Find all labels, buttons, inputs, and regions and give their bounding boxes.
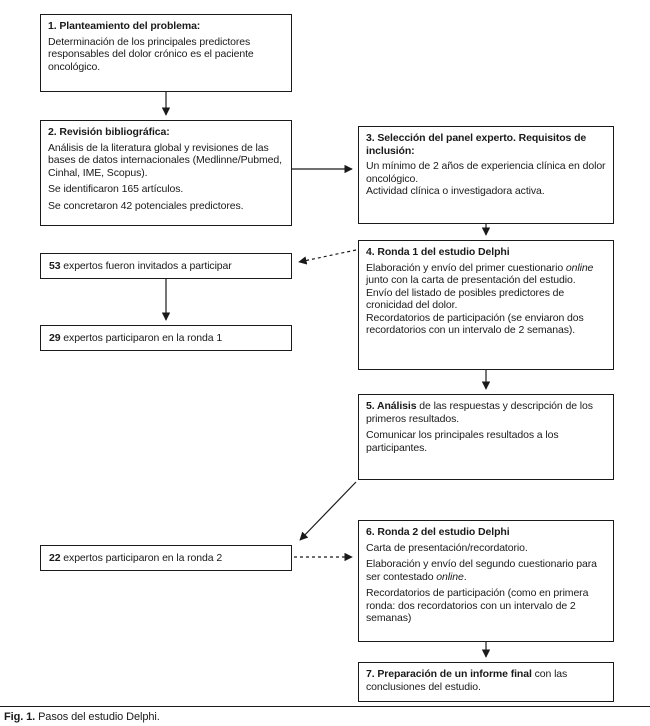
step-4-title: 4. Ronda 1 del estudio Delphi xyxy=(366,246,510,258)
step-1-box xyxy=(40,14,292,92)
step-6-paragraph-1: Carta de presentación/recordatorio. xyxy=(366,541,528,554)
step-5-paragraph-2: Comunicar los principales resultados a los participantes. xyxy=(366,429,559,454)
step-2-title: 2. Revisión bibliográfica: xyxy=(48,126,170,138)
step-1-body: Determinación de los principales predictores responsables del dolor crónico es el paciente oncológico. xyxy=(48,35,254,73)
step-7-text: 7. Preparación de un informe final con las conclusiones del estudio. xyxy=(366,668,568,693)
arrow-step5-experts22 xyxy=(300,482,356,540)
experts-22-box xyxy=(40,545,292,571)
step-2-paragraph-1: Análisis de la literatura global y revisiones de las bases de datos internacionales (Medlinne/Pubmed, Cinhal, IME, Scopus). xyxy=(48,141,282,179)
step-2-paragraph-3: Se concretaron 42 potenciales predictores. xyxy=(48,199,244,212)
experts-53-box xyxy=(40,253,292,279)
step-4-paragraph-1: Elaboración y envío del primer cuestionario online junto con la carta de presentación del estudio. xyxy=(366,261,594,286)
step-5-box xyxy=(358,394,614,480)
step-7-box xyxy=(358,662,614,702)
arrow-step4-experts53-dashed xyxy=(299,250,356,262)
step-1-title: 1. Planteamiento del problema: xyxy=(48,20,201,32)
step-2-paragraph-2: Se identificaron 165 artículos. xyxy=(48,183,184,195)
caption-divider xyxy=(0,706,650,707)
caption-label: Fig. 1. xyxy=(4,711,36,723)
experts-22-text: 22 expertos participaron en la ronda 2 xyxy=(49,551,223,564)
step-3-title: 3. Selección del panel experto. Requisitos de inclusión: xyxy=(366,132,587,157)
step-6-paragraph-2: Elaboración y envío del segundo cuestionario para ser contestado online. xyxy=(366,558,597,583)
step-6-box xyxy=(358,520,614,642)
experts-29-text: 29 expertos participaron en la ronda 1 xyxy=(49,331,223,344)
figure-caption xyxy=(4,711,160,723)
caption-text: Pasos del estudio Delphi. xyxy=(38,711,160,723)
step-4-paragraph-3: Recordatorios de participación (se enviaron dos recordatorios con un intervalo de 2 semanas). xyxy=(366,311,584,336)
experts-29-box xyxy=(40,325,292,351)
experts-53-text: 53 expertos fueron invitados a participar xyxy=(49,259,232,272)
step-5-paragraph-1: 5. Análisis de las respuestas y descripción de los primeros resultados. xyxy=(366,400,593,425)
step-6-paragraph-3: Recordatorios de participación (como en primera ronda: dos recordatorios con un intervalo de 2 semanas) xyxy=(366,587,589,624)
step-2-box xyxy=(40,120,292,226)
step-4-paragraph-2: Envío del listado de posibles predictores de cronicidad del dolor. xyxy=(366,286,565,311)
step-6-title: 6. Ronda 2 del estudio Delphi xyxy=(366,526,510,538)
step-3-box xyxy=(358,126,614,224)
step-4-box xyxy=(358,240,614,370)
step-3-paragraph-1: Un mínimo de 2 años de experiencia clínica en dolor oncológico. xyxy=(366,160,606,185)
step-3-paragraph-2: Actividad clínica o investigadora activa. xyxy=(366,185,545,197)
